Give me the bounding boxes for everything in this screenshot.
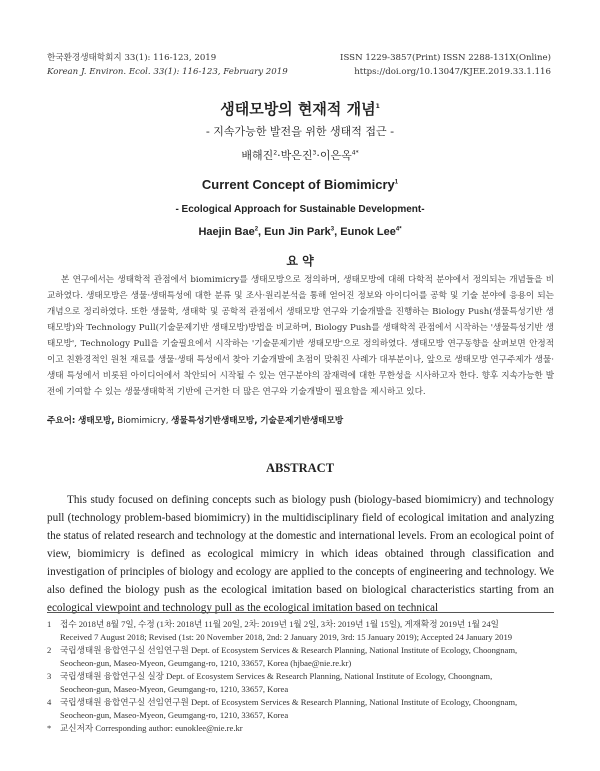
footnote-text (60, 618, 557, 644)
keyword: 기술문제기반생태모방 (260, 416, 344, 426)
footnote-text (60, 722, 557, 735)
abstract-en-body: This study focused on defining concepts such as biology push (biology-based biomimicry) and technology pull (technology problem-based biomimicry) in the multidisciplinary field of ecological imitation and analyzing the status of related research and technology at the domestic and international levels. From an ecological point of view, biomimicry is defined as ecological mimicry in which ideas obtained through classification and investigation of principles of biology and ecology are applied to the concepts of engineering and technology. We also defined the biology push as the ecological imitation based on biological characteristics starting from an ecological viewpoint and technology pull as the ecological imitation based on technical (47, 494, 554, 614)
keywords-ko (47, 414, 554, 426)
author-affiliation-mark: 3 (330, 226, 335, 233)
doi-link[interactable]: https://doi.org/10.13047/KJEE.2019.33.1.116 (354, 67, 551, 77)
title-en-footnote-mark: 1 (394, 179, 399, 186)
author-name: 배해진 (241, 149, 274, 162)
keywords-label: 주요어: (47, 416, 76, 426)
footnote-line: Seocheon-gun, Maseo-Myeon, Geumgang-ro, 1210, 33657, Korea (60, 684, 289, 694)
keyword: Biomimicry, (117, 416, 169, 426)
footnote-line: Seocheon-gun, Maseo-Myeon, Geumgang-ro, 1210, 33657, Korea (hjbae@nie.re.kr) (60, 658, 352, 668)
abstract-ko-heading: 요 약 (286, 254, 314, 268)
footnote-text (60, 696, 557, 722)
journal-citation-ko: 한국환경생태학회지 33(1): 116-123, 2019 (47, 53, 217, 63)
footnote-mark: 3 (47, 671, 52, 681)
paper-subtitle-ko: - 지속가능한 발전을 위한 생태적 접근 - (205, 125, 395, 138)
paper-title-en (0, 177, 600, 192)
issn-doi-block (340, 51, 551, 79)
footnote-line: 국립생태원 융합연구실 선임연구원 Dept. of Ecosystem Services & Research Planning, National Institute of Ecology, Choongnam, (60, 697, 518, 707)
title-ko-footnote-mark: 1 (375, 103, 380, 110)
author-affiliation-mark: 4* (351, 149, 359, 157)
paper-title-ko (0, 98, 600, 119)
author-separator: , (258, 226, 265, 238)
author-affiliation-mark: 4* (395, 226, 402, 233)
abstract-en-heading: ABSTRACT (265, 461, 335, 475)
footnote-item (47, 618, 557, 644)
author-name: 이은옥 (319, 149, 352, 162)
footnote-item (47, 722, 557, 735)
footnote-line: 교신저자 Corresponding author: eunoklee@nie.re.kr (60, 723, 243, 733)
footnote-mark: 2 (47, 645, 52, 655)
author-affiliation-mark: 2 (273, 149, 278, 157)
footnote-mark: 1 (47, 619, 52, 629)
journal-citation (47, 51, 288, 79)
author-separator: · (277, 149, 281, 162)
issn: ISSN 1229-3857(Print) ISSN 2288-131X(Online) (340, 53, 551, 63)
footnote-text (60, 670, 557, 696)
paper-subtitle-en: - Ecological Approach for Sustainable Development- (175, 204, 425, 215)
footnote-divider (47, 612, 554, 613)
author-separator: · (316, 149, 320, 162)
journal-citation-en: Korean J. Environ. Ecol. 33(1): 116-123, February 2019 (47, 67, 288, 77)
footnote-line: 접수 2018년 8월 7일, 수정 (1차: 2018년 11월 20일, 2차: 2019년 1월 2일, 3차: 2019년 1월 15일), 게재확정 2019년 1월 24일 (60, 619, 499, 629)
footnote-item (47, 644, 557, 670)
footnote-text (60, 644, 557, 670)
author-name: Eun Jin Park (264, 226, 331, 238)
author-name: Haejin Bae (198, 226, 255, 238)
author-list-en (0, 226, 600, 238)
footnote-mark: 4 (47, 697, 52, 707)
footnote-line: 국립생태원 융합연구실 선임연구원 Dept. of Ecosystem Services & Research Planning, National Institute of Ecology, Choongnam, (60, 645, 518, 655)
footnote-line: 국립생태원 융합연구실 실장 Dept. of Ecosystem Services & Research Planning, National Institute of Ecology, Choongnam, (60, 671, 493, 681)
footnote-line: Seocheon-gun, Maseo-Myeon, Geumgang-ro, 1210, 33657, Korea (60, 710, 289, 720)
author-name: 박은진 (280, 149, 313, 162)
footnote-item (47, 670, 557, 696)
author-list-ko (0, 147, 600, 163)
paper-title-en-text: Current Concept of Biomimicry (201, 177, 395, 192)
keyword: 생태모방, (78, 416, 115, 426)
abstract-ko-body: 본 연구에서는 생태학적 관점에서 biomimicry를 생태모방으로 정의하며, 생태모방에 대해 다학적 분야에서 정의되는 개념들을 비교하였다. 생태모방은 생물·생태특성에 대한 분류 및 조사·원리분석을 통해 얻어진 정보와 아이디어를 공학 및 기술 분야에 응용이 되는 개념으로 정리하였다. 또한 생물학, 생태학 및 공학적 관점에서 생태모방 연구와 기술개발을 진행하는 Biology Push(생물특성기반 생태모방)와 Technology Pull(기술문제기반 생태모방)방법을 비교하며, Biology Push를 생태학적 관점에서 시작하는 '생물특성기반 생태모방', Technology Pull을 기술필요에서 시작하는 '기술문제기반 생태모방'으로 정의하였다. 생태모방 연구동향을 살펴보면 안정적이고 친환경적인 원천 재료를 생물·생태 특성에서 찾아 기술개발에 초점이 맞춰진 사례가 대부분이나, 앞으로 생태모방 연구주제가 생물·생태 특성에서 비롯된 아이디어에서 착안되어 시작될 수 있는 연구분야의 잠재력에 대한 무한성을 시사하고자 한다. 향후 지속가능한 발전에 기여할 수 있는 생물생태학적 기반에 근거한 더 많은 연구와 기술개발이 필요함을 제시하고 있다. (47, 275, 554, 397)
footnotes (47, 618, 557, 735)
footnote-mark: * (47, 723, 52, 733)
keyword: 생물특성기반생태모방, (171, 416, 258, 426)
author-separator: , (334, 226, 341, 238)
paper-title-ko-text: 생태모방의 현재적 개념 (220, 100, 376, 118)
author-affiliation-mark: 3 (312, 149, 317, 157)
author-affiliation-mark: 2 (254, 226, 259, 233)
footnote-line: Received 7 August 2018; Revised (1st: 20 November 2018, 2nd: 2 January 2019, 3rd: 15 January 2019); Accepted 24 January 2019 (60, 632, 513, 642)
author-name: Eunok Lee (340, 226, 396, 238)
footnote-item (47, 696, 557, 722)
